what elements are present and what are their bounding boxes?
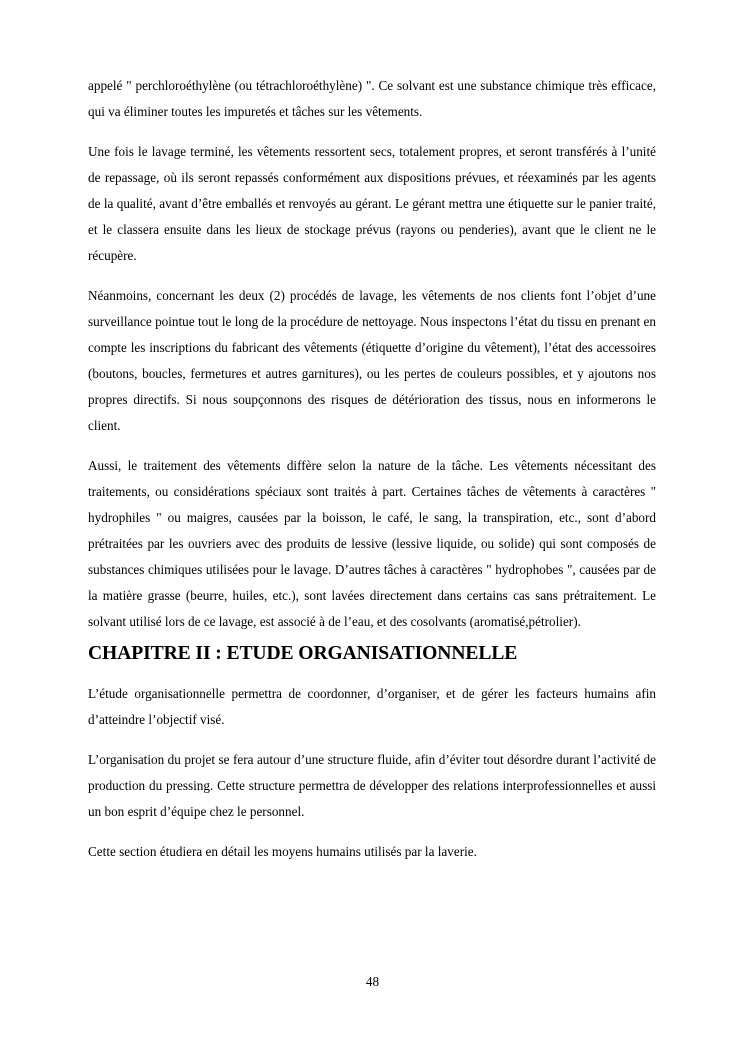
- document-page: [88, 73, 656, 865]
- paragraph-organisation: L’organisation du projet se fera autour d’une structure fluide, afin d’éviter tout désordre durant l’activité de production du pressing. Cette structure permettra de développer des relations interprofessionnelles et aussi un bon esprit d’équipe chez le personnel.: [88, 752, 656, 819]
- paragraph-repassage: Une fois le lavage terminé, les vêtements ressortent secs, totalement propres, et seront transférés à l’unité de repassage, où ils seront repassés conformément aux dispositions prévues, et réexaminés par les agents de la qualité, avant d’être emballés et renvoyés au gérant. Le gérant mettra une étiquette sur le panier traité, et le classera ensuite dans les lieux de stockage prévus (rayons ou penderies), avant que le client ne le récupère.: [88, 144, 656, 263]
- page-number: 48: [365, 974, 380, 989]
- chapter-heading: CHAPITRE II : ETUDE ORGANISATIONNELLE: [88, 643, 518, 664]
- paragraph-surveillance: Néanmoins, concernant les deux (2) procédés de lavage, les vêtements de nos clients font l’objet d’une surveillance pointue tout le long de la procédure de nettoyage. Nous inspectons l’état du tissu en prenant en compte les inscriptions du fabricant des vêtements (étiquette d’origine du vêtement), l’état des accessoires (boutons, boucles, fermetures et autres garnitures), ou les pertes de couleurs possibles, et y ajoutons nos propres directifs. Si nous soupçonnons des risques de détérioration des tissus, nous en informerons le client.: [88, 288, 656, 433]
- paragraph-etude: L’étude organisationnelle permettra de coordonner, d’organiser, et de gérer les facteurs humains afin d’atteindre l’objectif visé.: [88, 686, 656, 727]
- paragraph-section: Cette section étudiera en détail les moyens humains utilisés par la laverie.: [88, 844, 477, 859]
- paragraph-traitement: Aussi, le traitement des vêtements diffère selon la nature de la tâche. Les vêtements nécessitant des traitements, ou considérations spéciaux sont traités à part. Certaines tâches de vêtements à caractères " hydrophiles " ou maigres, causées par la boisson, le café, le sang, la transpiration, etc., sont d’abord prétraitées par les ouvriers avec des produits de lessive (lessive liquide, ou solide) qui sont composés de substances chimiques utilisées pour le lavage. D’autres tâches à caractères " hydrophobes ", causées par de la matière grasse (beurre, huiles, etc.), sont lavées directement dans certains cas sans prétraitement. Le solvant utilisé lors de ce lavage, est associé à de l’eau, et des cosolvants (aromatisé,pétrolier).: [88, 458, 656, 629]
- paragraph-perchloroethylene: appelé " perchloroéthylène (ou tétrachloroéthylène) ". Ce solvant est une substance chimique très efficace, qui va éliminer toutes les impuretés et tâches sur les vêtements.: [88, 78, 656, 119]
